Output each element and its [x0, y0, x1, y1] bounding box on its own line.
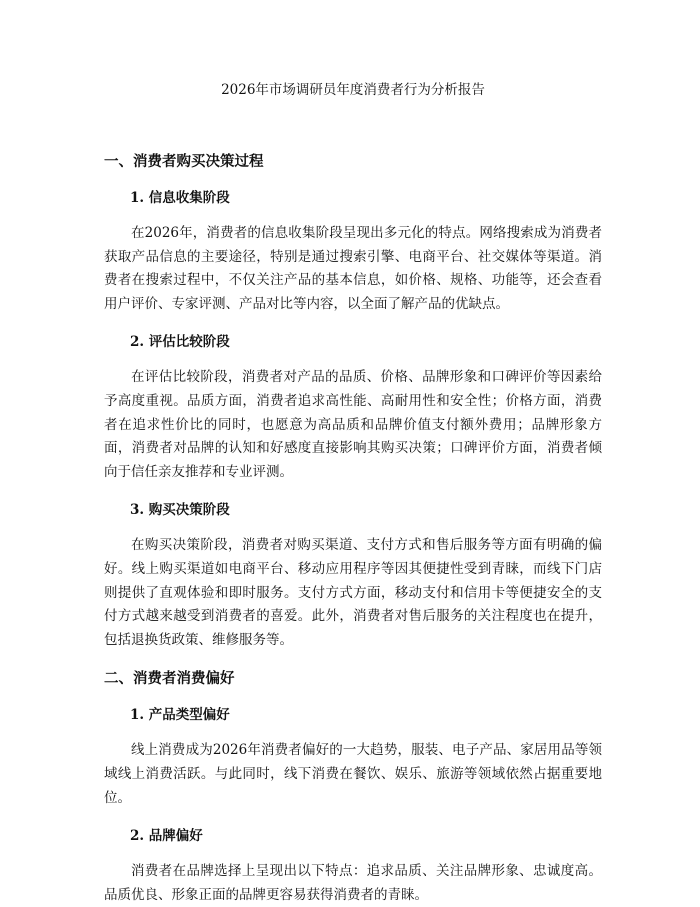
subsection-heading-evaluation: 2. 评估比较阶段: [130, 334, 230, 351]
subsection-heading-brand: 2. 品牌偏好: [130, 828, 203, 845]
subsection-heading-purchase: 3. 购买决策阶段: [130, 502, 230, 519]
section-heading-consumer-preference: 二、消费者消费偏好: [104, 670, 235, 688]
subsection-heading-product-type: 1. 产品类型偏好: [130, 707, 230, 724]
paragraph-product-type: 线上消费成为2026年消费者偏好的一大趋势，服装、电子产品、家居用品等领域线上消费活跃。与此同时，线下消费在餐饮、娱乐、旅游等领域依然占据重要地位。: [104, 742, 602, 806]
subsection-heading-info-gathering: 1. 信息收集阶段: [130, 190, 230, 206]
paragraph-info-gathering: 在2026年，消费者的信息收集阶段呈现出多元化的特点。网络搜索成为消费者获取产品信息的主要途径，特别是通过搜索引擎、电商平台、社交媒体等渠道。消费者在搜索过程中，不仅关注产品的基本信息，如价格、规格、功能等，还会查看用户评价、专家评测、产品对比等内容，以全面了解产品的优缺点。: [104, 225, 602, 312]
paragraph-evaluation: 在评估比较阶段，消费者对产品的品质、价格、品牌形象和口碑评价等因素给予高度重视。品质方面，消费者追求高性能、高耐用性和安全性；价格方面，消费者在追求性价比的同时，也愿意为高品质和品牌价值支付额外费用；品牌形象方面，消费者对品牌的认知和好感度直接影响其购买决策；口碑评价方面，消费者倾向于信任亲友推荐和专业评测。: [104, 369, 602, 480]
paragraph-brand: 消费者在品牌选择上呈现出以下特点：追求品质、关注品牌形象、忠诚度高。品质优良、形象正面的品牌更容易获得消费者的青睐。: [104, 863, 602, 903]
paragraph-purchase: 在购买决策阶段，消费者对购买渠道、支付方式和售后服务等方面有明确的偏好。线上购买渠道如电商平台、移动应用程序等因其便捷性受到青睐，而线下门店则提供了直观体验和即时服务。支付方式方面，移动支付和信用卡等便捷安全的支付方式越来越受到消费者的喜爱。此外，消费者对售后服务的关注程度也在提升，包括退换货政策、维修服务等。: [104, 537, 602, 648]
section-heading-purchase-decision: 一、消费者购买决策过程: [104, 153, 264, 170]
document-title: 2026年市场调研员年度消费者行为分析报告: [221, 82, 485, 98]
